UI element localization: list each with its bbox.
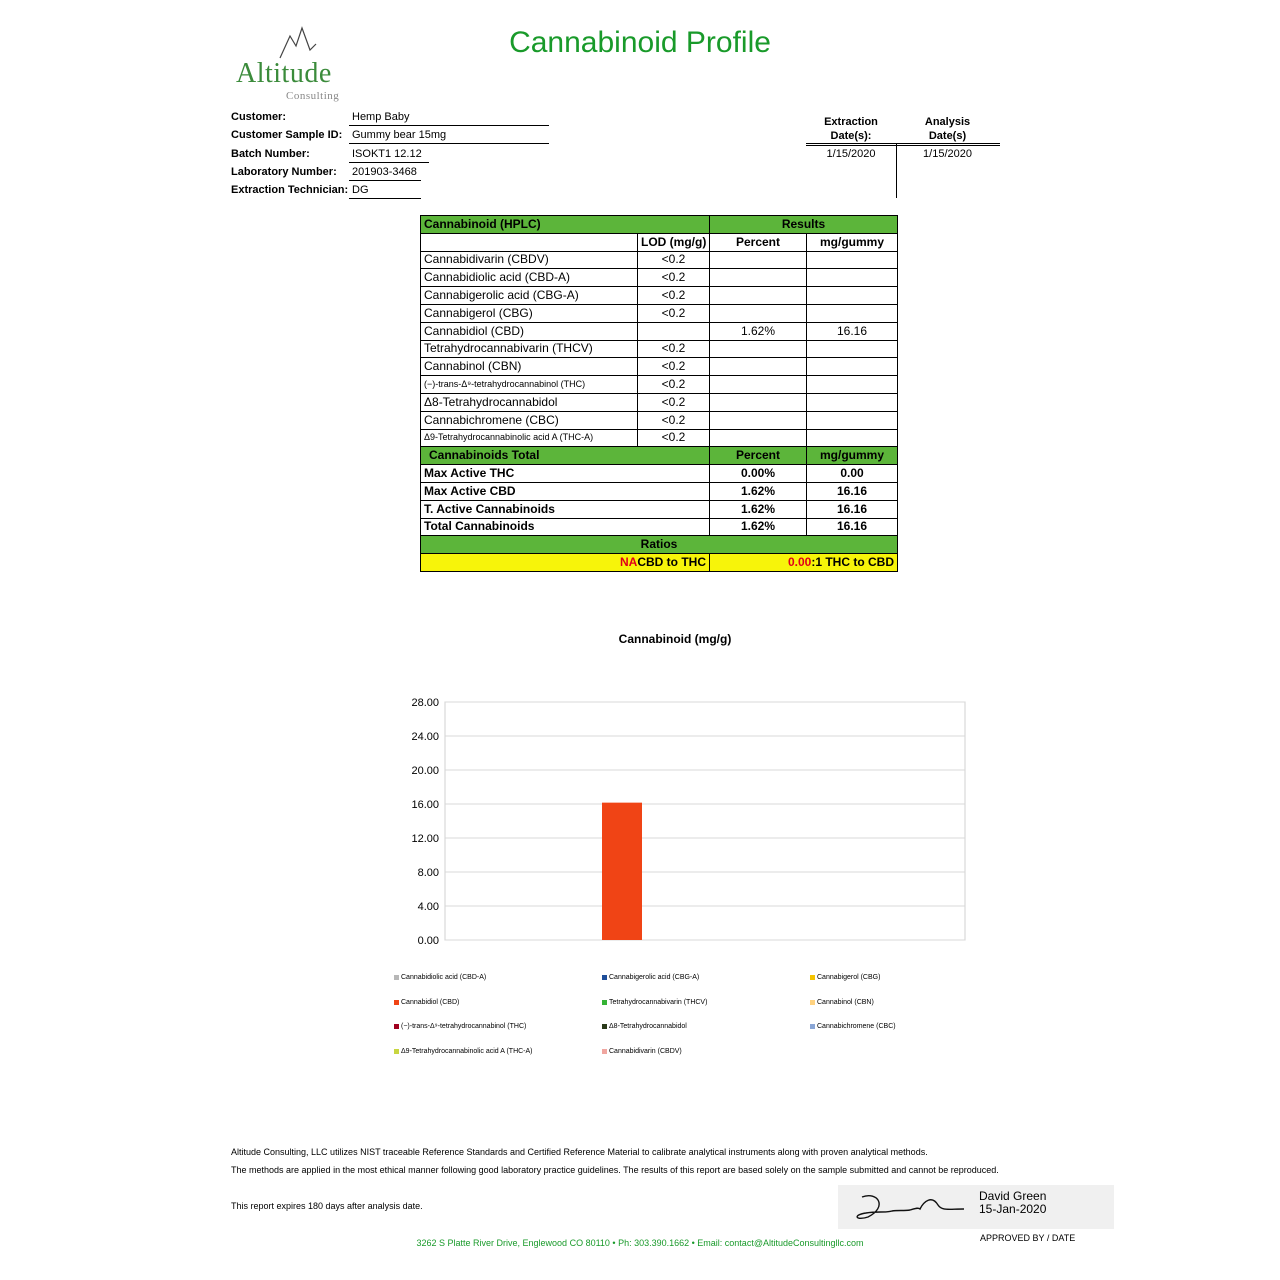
table-row [421,393,898,411]
lab-number-label: Laboratory Number: [231,166,337,178]
signer-info [979,1190,1046,1216]
legend-swatch [602,1049,607,1054]
percent-value [710,304,807,322]
mg-value [807,376,898,394]
legend-swatch [394,1024,399,1029]
cannabinoid-name: Δ9-Tetrahydrocannabinolic acid A (THC-A) [421,429,638,447]
signer-date: 15-Jan-2020 [979,1202,1047,1216]
legend-item [602,1023,687,1030]
percent-value [710,251,807,269]
y-tick-label: 16.00 [411,799,439,811]
table-row [421,322,898,340]
legend-label: Cannabichromene (CBC) [817,1023,896,1030]
company-address: 3262 S Platte River Drive, Englewood CO 80110 • Ph: 303.390.1662 • Email: contact@AltitudeConsultingllc.com [416,1238,864,1248]
table-row [421,304,898,322]
totals-header-row [421,447,898,465]
technician-value: DG [349,183,421,199]
legend-label: Cannabigerol (CBG) [817,974,881,981]
cannabinoid-name: Cannabigerol (CBG) [421,304,638,322]
y-tick-label: 0.00 [417,935,439,947]
cannabinoid-name: Tetrahydrocannabivarin (THCV) [421,340,638,358]
legend-label: Cannabinol (CBN) [817,998,874,1006]
legend-item [394,974,486,981]
extraction-date-label: Extraction Date(s): [824,116,878,142]
mg-value [807,304,898,322]
legend-item [394,999,459,1006]
percent-value [710,269,807,287]
total-mg: 0.00 [807,465,898,483]
thc-cbd-ratio [710,554,898,572]
mg-value [807,393,898,411]
total-mg: 16.16 [807,518,898,536]
legend-swatch [602,975,607,980]
percent-value [710,393,807,411]
lod-value: <0.2 [638,411,710,429]
table-row [421,340,898,358]
percent-value [710,287,807,305]
lod-value: <0.2 [638,269,710,287]
lod-value: <0.2 [638,376,710,394]
cannabinoid-name: Δ8-Tetrahydrocannabidol [421,393,638,411]
lod-value: <0.2 [638,393,710,411]
signature-box [838,1185,1114,1229]
y-tick-label: 8.00 [417,867,439,879]
legend-label: (−)-trans-Δ⁹-tetrahydrocannabinol (THC) [401,1023,527,1030]
legend-item [394,1023,526,1030]
y-tick-label: 12.00 [411,833,439,845]
extraction-date-value: 1/15/2020 [826,148,876,160]
legend-swatch [810,1024,815,1029]
ratios-header-row [421,536,898,554]
lab-number-value: 201903-3468 [349,165,421,181]
legend-item [602,1048,682,1055]
customer-label: Customer: [231,111,287,123]
legend-label: Cannabigerolic acid (CBG-A) [609,974,700,981]
sample-id-label: Customer Sample ID: [231,129,343,141]
legend-item [810,1023,896,1030]
total-percent: 0.00% [710,465,807,483]
cannabinoid-name: Cannabidiolic acid (CBD-A) [421,269,638,287]
table-row [421,411,898,429]
lod-value: <0.2 [638,429,710,447]
table-row [421,376,898,394]
table-header-row [421,216,898,234]
legend-label: Δ9-Tetrahydrocannabinolic acid A (THC-A) [401,1047,533,1055]
total-name: Max Active THC [421,465,710,483]
blank-cell [421,233,638,251]
cannabinoid-name: Cannabidiol (CBD) [421,322,638,340]
cannabinoid-name: (−)-trans-Δ⁹-tetrahydrocannabinol (THC) [421,376,638,394]
dates-vertical-divider [896,143,897,198]
legend-item [394,1048,533,1055]
total-percent: 1.62% [710,500,807,518]
y-tick-label: 28.00 [411,697,439,709]
totals-mg-header: mg/gummy [807,447,898,465]
lod-value: <0.2 [638,358,710,376]
cannabinoid-name: Cannabichromene (CBC) [421,411,638,429]
batch-label: Batch Number: [231,148,310,160]
disclaimer-line-1: Altitude Consulting, LLC utilizes NIST traceable Reference Standards and Certified Reference Material to calibrate analytical instruments along with proven analytical methods. [231,1147,928,1157]
logo-name: Altitude [236,58,332,89]
legend-item [810,999,874,1006]
page-title: Cannabinoid Profile [509,26,771,59]
lod-value: <0.2 [638,251,710,269]
percent-value [710,340,807,358]
lod-value: <0.2 [638,340,710,358]
logo-tagline: Consulting [286,90,340,102]
mg-value [807,411,898,429]
total-percent: 1.62% [710,482,807,500]
analysis-date-label: Analysis Date(s) [924,116,971,142]
legend-swatch [394,975,399,980]
percent-value: 1.62% [710,322,807,340]
legend-item [602,999,707,1006]
signature-image [848,1187,978,1227]
company-logo [236,26,352,102]
legend-label: Δ8-Tetrahydrocannabidol [609,1023,687,1030]
expiry-note: This report expires 180 days after analysis date. [231,1201,423,1211]
lod-value [638,322,710,340]
ratio-value: 0.00 [787,555,812,570]
ratio-thc-cbd-label: :1 THC to CBD [811,555,895,570]
mg-value [807,287,898,305]
mg-value [807,251,898,269]
batch-value: ISOKT1 12.12 [349,147,429,163]
lod-header: LOD (mg/g) [638,233,710,251]
legend-item [810,974,880,981]
legend-swatch [602,1024,607,1029]
table-row [421,429,898,447]
cannabinoid-name: Cannabigerolic acid (CBG-A) [421,287,638,305]
totals-percent-header: Percent [710,447,807,465]
legend-label: Cannabidiol (CBD) [401,998,460,1006]
bar-chart [400,690,980,950]
legend-swatch [810,975,815,980]
technician-label: Extraction Technician: [231,184,349,196]
dates-divider [806,143,1000,146]
mg-value [807,340,898,358]
legend-swatch [810,1000,815,1005]
disclaimer-line-2: The methods are applied in the most ethical manner following good laboratory practice guidelines. The results of this report are based solely on the sample submitted and cannot be reproduced. [231,1165,999,1175]
signer-name: David Green [979,1189,1047,1203]
ratios-row [421,554,898,572]
cannabinoid-name: Cannabidivarin (CBDV) [421,251,638,269]
percent-value [710,358,807,376]
total-name: Max Active CBD [421,482,710,500]
y-tick-label: 20.00 [411,765,439,777]
plot-area [445,702,965,940]
ratio-cbd-thc-label: CBD to THC [637,555,706,570]
totals-row [421,465,898,483]
total-mg: 16.16 [807,500,898,518]
percent-value [710,411,807,429]
total-percent: 1.62% [710,518,807,536]
results-table [420,215,898,572]
legend-swatch [602,1000,607,1005]
percent-header: Percent [710,233,807,251]
mg-value: 16.16 [807,322,898,340]
table-row [421,358,898,376]
cbd-thc-ratio [421,554,710,572]
legend-label: Tetrahydrocannabivarin (THCV) [609,998,708,1006]
table-row [421,287,898,305]
chart-title: Cannabinoid (mg/g) [618,632,732,646]
cannabinoid-name: Cannabinol (CBN) [421,358,638,376]
bar-3 [602,803,642,940]
approved-label: APPROVED BY / DATE [980,1233,1076,1243]
mg-header: mg/gummy [807,233,898,251]
total-name: T. Active Cannabinoids [421,500,710,518]
analysis-date-value: 1/15/2020 [923,148,972,160]
legend-item [602,974,699,981]
sample-id-value: Gummy bear 15mg [349,128,549,144]
customer-value: Hemp Baby [349,110,549,126]
legend-label: Cannabidiolic acid (CBD-A) [401,974,487,981]
percent-value [710,429,807,447]
lod-value: <0.2 [638,287,710,305]
mg-value [807,269,898,287]
ratios-header: Ratios [421,536,898,554]
total-name: Total Cannabinoids [421,518,710,536]
results-header: Results [710,216,898,234]
table-subheader-row [421,233,898,251]
table-row [421,269,898,287]
mg-value [807,358,898,376]
legend-label: Cannabidivarin (CBDV) [609,1047,682,1055]
table-row [421,251,898,269]
legend-swatch [394,1049,399,1054]
y-tick-label: 4.00 [417,901,439,913]
y-tick-label: 24.00 [411,731,439,743]
lod-value: <0.2 [638,304,710,322]
totals-header: Cannabinoids Total [421,447,710,465]
legend-swatch [394,1000,399,1005]
cannabinoid-header: Cannabinoid (HPLC) [421,216,710,234]
percent-value [710,376,807,394]
totals-row [421,518,898,536]
mountain-icon [278,26,318,60]
ratio-na: NA [620,555,638,570]
totals-row [421,500,898,518]
totals-row [421,482,898,500]
total-mg: 16.16 [807,482,898,500]
mg-value [807,429,898,447]
